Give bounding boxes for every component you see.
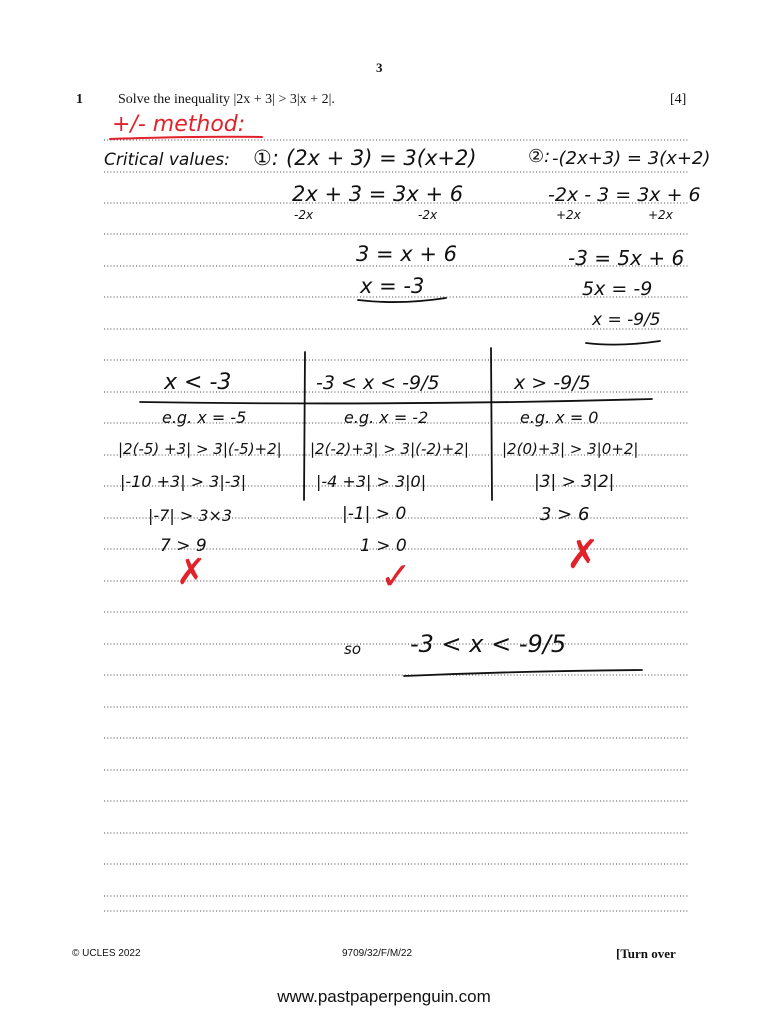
case1-sub-right: -2x <box>418 208 438 222</box>
case2-add-right: +2x <box>648 208 673 222</box>
case2-add-left: +2x <box>556 208 581 222</box>
table-header-2: -3 < x < -9/5 <box>316 372 440 394</box>
table-cell: e.g. x = -5 <box>162 408 247 427</box>
result-underline-2 <box>586 341 660 345</box>
table-header-3: x > -9/5 <box>514 372 591 394</box>
result-underline-1 <box>358 298 446 302</box>
turn-over-label: [Turn over <box>616 946 676 961</box>
table-cell: 3 > 6 <box>540 504 590 525</box>
table-cell: |-10 +3| > 3|-3| <box>120 472 247 491</box>
case2-result: x = -9/5 <box>592 310 661 330</box>
critical-values-label: Critical values: <box>104 150 230 170</box>
table-cell: |-1| > 0 <box>342 504 407 524</box>
case1-step2: 3 = x + 6 <box>356 242 458 266</box>
table-cell: e.g. x = -2 <box>344 408 429 427</box>
red-method-underline <box>110 137 262 139</box>
paper-code: 9709/32/F/M/22 <box>342 948 413 959</box>
case2-marker: ②: <box>528 146 551 167</box>
table-cell: |3| > 3|2| <box>534 472 615 492</box>
table-cell: |2(-5) +3| > 3|(-5)+2| <box>118 440 282 458</box>
table-cell: |-7| > 3×3 <box>148 506 233 525</box>
case1-step1: 2x + 3 = 3x + 6 <box>292 182 464 206</box>
answer-underline <box>404 670 642 676</box>
so-label: so <box>344 640 361 658</box>
verdict-cross-2: ✗ <box>566 532 600 578</box>
copyright-text: © UCLES 2022 <box>72 948 141 959</box>
watermark-url[interactable]: www.pastpaperpenguin.com <box>277 987 491 1006</box>
table-divider-1 <box>304 352 305 500</box>
case2-step3: 5x = -9 <box>582 278 653 300</box>
method-title: +/- method: <box>112 112 246 137</box>
table-cell: 1 > 0 <box>360 536 407 556</box>
final-answer: -3 < x < -9/5 <box>410 630 567 658</box>
table-cell: |2(0)+3| > 3|0+2| <box>502 440 639 458</box>
table-cell: |-4 +3| > 3|0| <box>316 472 427 491</box>
page-number: 3 <box>376 60 383 75</box>
table-header-1: x < -3 <box>164 370 232 395</box>
table-divider-2 <box>491 348 492 500</box>
case2-step1: -2x - 3 = 3x + 6 <box>548 184 701 206</box>
table-cell: e.g. x = 0 <box>520 408 599 427</box>
question-text: Solve the inequality |2x + 3| > 3|x + 2|. <box>118 92 335 107</box>
case1-result: x = -3 <box>360 274 425 298</box>
question-number: 1 <box>76 92 83 107</box>
case1-marker: ①: <box>253 146 279 170</box>
table-cell: |2(-2)+3| > 3|(-2)+2| <box>310 440 469 458</box>
question-marks: [4] <box>670 92 687 107</box>
case2-step2: -3 = 5x + 6 <box>568 246 685 270</box>
case1-sub-left: -2x <box>294 208 314 222</box>
case1-equation: (2x + 3) = 3(x+2) <box>286 146 477 170</box>
verdict-cross-1: ✗ <box>176 552 207 593</box>
table-header-rule <box>140 399 652 403</box>
table-cell: 7 > 9 <box>160 536 207 556</box>
case2-equation: -(2x+3) = 3(x+2) <box>552 148 711 169</box>
verdict-tick: ✓ <box>380 554 412 598</box>
